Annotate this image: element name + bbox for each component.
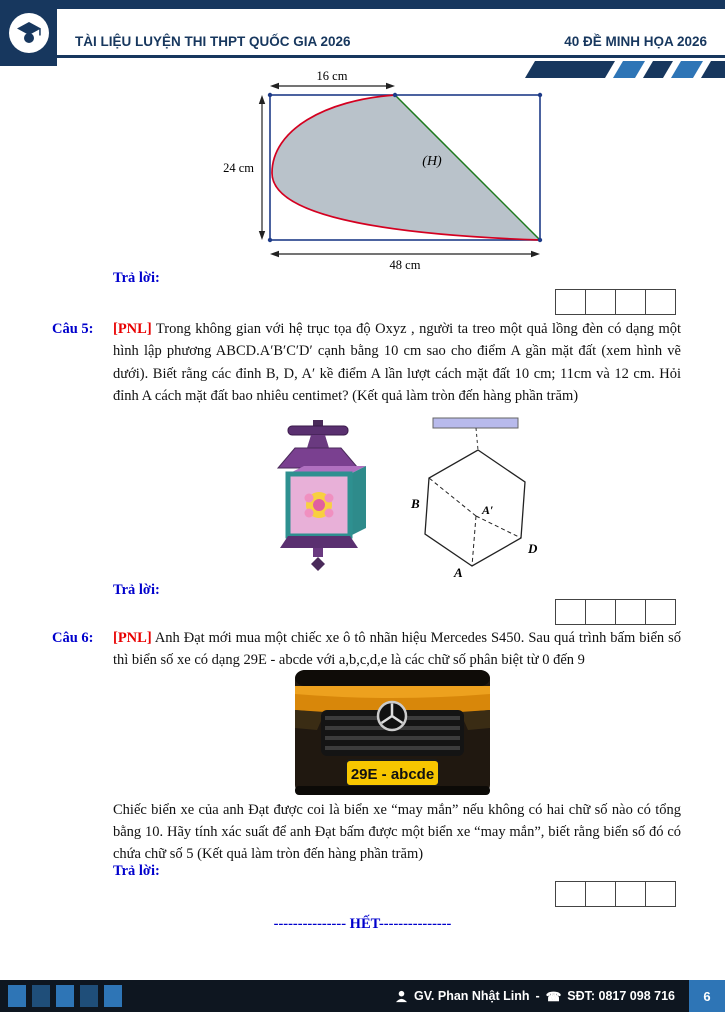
question-6-tag: [PNL] <box>113 630 152 646</box>
cube-label-a-prime: A′ <box>482 503 494 517</box>
lantern-image <box>263 420 373 577</box>
question-5-tag: [PNL] <box>113 321 152 337</box>
question-5-text: Trong không gian với hệ trục tọa độ Oxyz , người ta treo một quả lồng đèn có dạng một hình lập phương ABCD.A′B′C′D′ cạnh bằng 10 cm sao cho điểm A gần mặt đất (xem hình vẽ dưới). Biết rằng các đỉnh B, D, A′ kề điểm A lần lượt cách mặt đất 10 cm; 11cm và 12 cm. Hỏi đỉnh A cách mặt đất bao nhiêu centimet? (Kết quả làm tròn đến hàng phần trăm) <box>113 321 681 405</box>
answer-box <box>645 599 676 625</box>
cube-label-d: D <box>528 541 538 556</box>
footer-teacher-name: GV. Phan Nhật Linh <box>414 989 530 1003</box>
logo-circle <box>9 13 49 53</box>
dim-top-label: 16 cm <box>316 70 348 83</box>
person-icon <box>395 990 408 1003</box>
header-left-title: TÀI LIỆU LUYỆN THI THPT QUỐC GIA 2026 <box>75 34 351 49</box>
answer-label-1: Trả lời: <box>113 270 160 286</box>
answer-boxes-3 <box>556 881 676 907</box>
answer-box <box>615 599 646 625</box>
car-image <box>295 670 490 800</box>
answer-box <box>555 599 586 625</box>
header-divider <box>57 55 725 58</box>
footer-squares-decoration <box>8 985 122 1007</box>
cube-label-a: A <box>454 565 463 580</box>
question-6-paragraph-2: Chiếc biển xe của anh Đạt được coi là biển xe “may mắn” nếu không có hai chữ số nào có tổng bằng 10. Hãy tính xác suất để anh Đạt bấm được một biển xe “may mắn”, biết rằng biển số đó có chứa chữ số 5 (Kết quả làm tròn đến hàng phần trăm) <box>113 802 681 862</box>
header-right-title: 40 ĐỀ MINH HỌA 2026 <box>564 34 707 49</box>
answer-box <box>645 881 676 907</box>
graduation-cap-icon <box>16 20 42 46</box>
question-6 <box>52 627 681 672</box>
header-top-strip <box>0 0 725 9</box>
answer-label-2: Trả lời: <box>113 582 160 598</box>
footer-contact <box>395 989 675 1004</box>
end-marker: --------------- HẾT--------------- <box>273 916 452 932</box>
answer-box <box>555 289 586 315</box>
answer-box <box>615 881 646 907</box>
question-5-number: Câu 5: <box>52 321 94 337</box>
question-6-body <box>113 627 681 672</box>
cube-diagram <box>408 416 558 585</box>
logo-block <box>0 0 57 66</box>
answer-label-3: Trả lời: <box>113 863 160 879</box>
answer-box <box>645 289 676 315</box>
question-6-number: Câu 6: <box>52 630 94 646</box>
question-6-text: Anh Đạt mới mua một chiếc xe ô tô nhãn hiệu Mercedes S450. Sau quá trình bấm biển số thì biển số xe có dạng 29E - abcde với a,b,c,d,e là các chữ số phân biệt từ 0 đến 9 <box>113 630 681 669</box>
region-h-label: (H) <box>422 154 442 169</box>
answer-box <box>615 289 646 315</box>
dim-bottom-label: 48 cm <box>389 258 421 270</box>
dim-left-label: 24 cm <box>223 161 254 175</box>
figure-region-h <box>200 70 560 275</box>
answer-boxes-1 <box>556 289 676 315</box>
question-5-body <box>113 318 681 408</box>
footer-separator: - <box>535 989 540 1003</box>
answer-box <box>555 881 586 907</box>
cube-label-b: B <box>411 496 420 511</box>
header-titles <box>75 34 707 49</box>
answer-boxes-2 <box>556 599 676 625</box>
footer <box>0 980 725 1012</box>
answer-box <box>585 289 616 315</box>
phone-icon: ☎ <box>545 989 562 1004</box>
question-5 <box>52 318 681 408</box>
license-plate-text: 29E - abcde <box>350 766 435 783</box>
footer-phone-number: SĐT: 0817 098 716 <box>567 989 675 1003</box>
answer-box <box>585 881 616 907</box>
page-number-badge: 6 <box>689 980 725 1012</box>
answer-box <box>585 599 616 625</box>
